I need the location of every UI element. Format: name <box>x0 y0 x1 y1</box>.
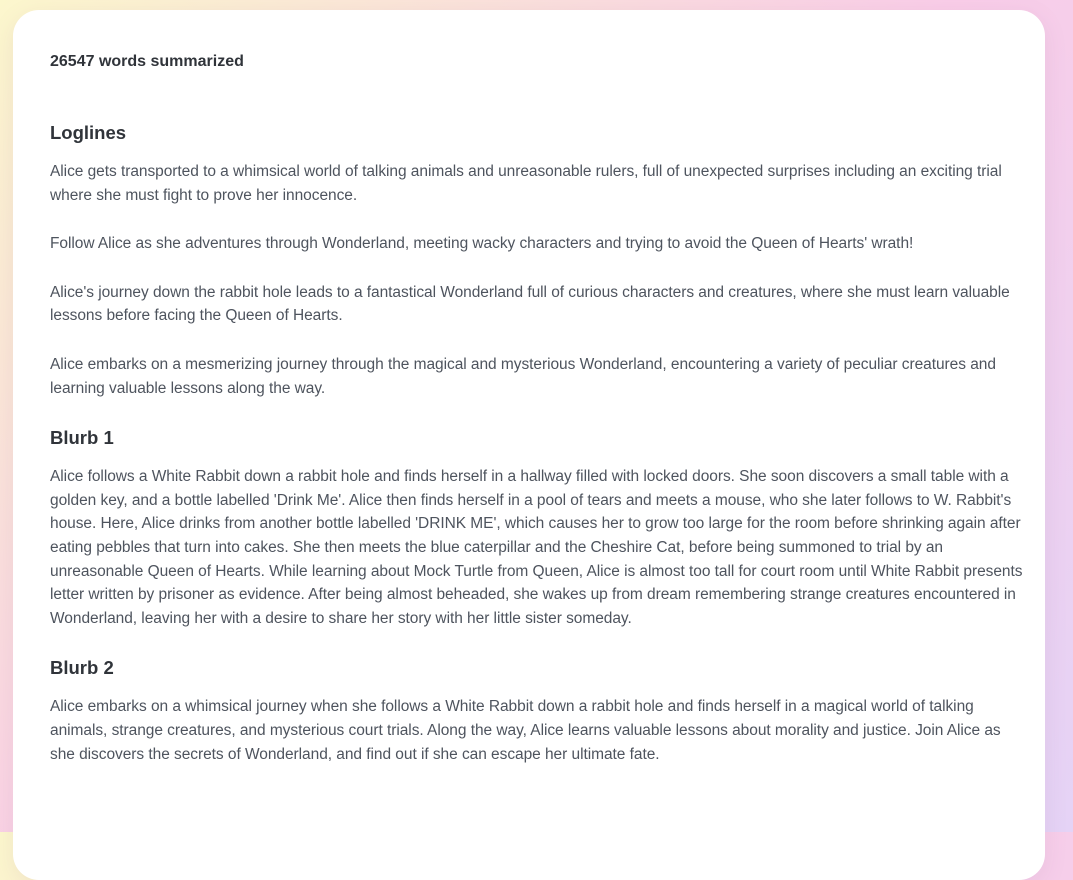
section-blurb-1 <box>50 425 1024 630</box>
section-heading-blurb-2: Blurb 2 <box>50 657 114 679</box>
logline-paragraph: Alice's journey down the rabbit hole leads to a fantastical Wonderland full of curious characters and creatures, where she must learn valuable lessons before facing the Queen of Hearts. <box>50 283 1010 325</box>
section-blurb-2 <box>50 655 1024 766</box>
logline-paragraph: Alice embarks on a mesmerizing journey through the magical and mysterious Wonderland, encountering a variety of peculiar creatures and learning valuable lessons along the way. <box>50 355 996 397</box>
logline-paragraph: Follow Alice as she adventures through Wonderland, meeting wacky characters and trying to avoid the Queen of Hearts' wrath! <box>50 235 914 253</box>
logline-paragraph: Alice gets transported to a whimsical world of talking animals and unreasonable rulers, full of unexpected surprises including an exciting trial where she must fight to prove her innocence. <box>50 163 1002 204</box>
section-heading-blurb-1: Blurb 1 <box>50 427 114 449</box>
blurb-paragraph: Alice follows a White Rabbit down a rabbit hole and finds herself in a hallway filled with locked doors. She soon discovers a small table with a golden key, and a bottle labelled 'Drink Me'. Alice then finds herself in a pool of tears and meets a mouse, who she later follows to W. Rabbit's house. Here, Alice drinks from another bottle labelled 'DRINK ME', which causes her to grow too large for the room before shrinking again after eating pebbles that turn into cakes. She then meets the blue caterpillar and the Cheshire Cat, before being summoned to trial by an unreasonable Queen of Hearts. While learning about Mock Turtle from Queen, Alice is almost too tall for court room until White Rabbit presents letter written by prisoner as evidence. After being almost beheaded, she wakes up from dream remembering strange creatures encountered in Wonderland, leaving her with a desire to share her story with her little sister someday. <box>50 468 1023 627</box>
blurb-paragraph: Alice embarks on a whimsical journey when she follows a White Rabbit down a rabbit hole and finds herself in a magical world of talking animals, strange creatures, and mysterious court trials. Along the way, Alice learns valuable lessons about morality and justice. Join Alice as she discovers the secrets of Wonderland, and find out if she can escape her ultimate fate. <box>50 698 1001 763</box>
word-count-title: 26547 words summarized <box>50 53 244 70</box>
summary-card <box>13 10 1045 880</box>
section-heading-loglines: Loglines <box>50 122 127 143</box>
section-loglines <box>50 120 1024 400</box>
